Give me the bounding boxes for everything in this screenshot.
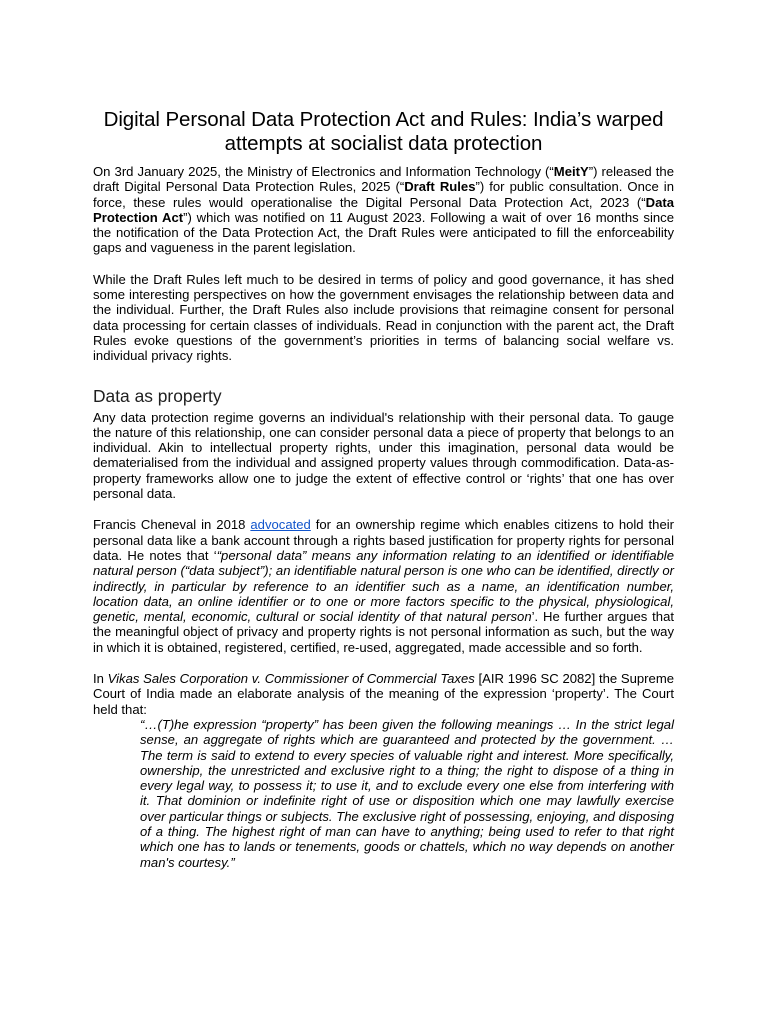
case-name: Vikas Sales Corporation v. Commissioner of Commercial Taxes	[107, 671, 475, 687]
court-quote-block	[140, 717, 674, 870]
para4-text-b: for an ownership regime which enables citizens to hold their personal data like a bank account through a rights based justification for property rights for personal data. He notes that ‘	[93, 517, 674, 563]
para1-text-c: ”) released the draft Digital Personal Data Protection Rules, 2025 (“	[93, 164, 674, 195]
quote-text: “…(T)he expression “property” has been given the following meanings … In the strict legal sense, an aggregate of rights which are guaranteed and protected by the government. … The term is said to extend to every species of valuable right and interest. More specifically, ownership, the unrestricted and exclusive right to a thing; the right to dispose of a thing in every legal way, to possess it; to use it, and to exclude every one else from interfering with it. That dominion or indefinite right of use or disposition which one may lawfully exercise over particular things or subjects. The exclusive right of possessing, enjoying, and disposing of a thing. The highest right of man can have to anything; being used to refer to that right which one has to lands or tenements, goods or chattels, which no way depends on another man's courtesy.	[140, 716, 674, 870]
para1-text-g: ”) which was notified on 11 August 2023. Following a wait of over 16 months since the notification of the Data Protection Act, the Draft Rules were anticipated to fill the enforceability gaps and vagueness in the parent legislation.	[93, 209, 675, 256]
data-protection-act-term: Data Protection Act	[93, 194, 674, 225]
vikas-sales-paragraph	[93, 671, 674, 717]
para1-text-e: ”) for public consultation. Once in force, these rules would operationalise the Digital Personal Data Protection Act, 2023 (“	[93, 179, 674, 210]
para4-text-d: ’. He further argues that the meaningful object of privacy and property rights is not personal information as such, but the way in which it is obtained, registered, certified, re-used, aggregated, made accessible and so forth.	[93, 609, 675, 655]
quote-close-mark: ”	[230, 854, 235, 870]
second-paragraph: While the Draft Rules left much to be desired in terms of policy and good governance, it has shed some interesting perspectives on how the government envisages the relationship between data and the individual. Further, the Draft Rules also include provisions that reimagine consent for personal data processing for certain classes of individuals. Read in conjunction with the parent act, the Draft Rules evoke questions of the government’s priorities in terms of balancing social welfare vs. individual privacy rights.	[93, 271, 674, 364]
intro-paragraph	[93, 164, 674, 256]
section-heading-data-as-property: Data as property	[93, 385, 222, 406]
para5-text-c: [AIR 1996 SC 2082] the Supreme Court of India made an elaborate analysis of the meaning of the expression ‘property’. The Court held that:	[93, 671, 675, 717]
document-title: Digital Personal Data Protection Act and Rules: India’s warped attempts at socialist data protection	[103, 108, 664, 155]
para5-text-a: In	[93, 671, 108, 687]
advocated-link[interactable]: advocated	[250, 517, 311, 533]
cheneval-paragraph	[93, 517, 674, 655]
para4-text-a: Francis Cheneval in 2018	[93, 517, 251, 533]
para1-text-a: On 3rd January 2025, the Ministry of Electronics and Information Technology (“	[93, 164, 554, 179]
personal-data-definition: “personal data” means any information relating to an identified or identifiable natural person (“data subject”); an identifiable natural person is one who can be identified, directly or indirectly, in particular by reference to an identifier such as a name, an identification number, location data, an online identifier or to one or more factors specific to the physical, physiological, genetic, mental, economic, cultural or social identity of that natural person	[93, 547, 674, 625]
draft-rules-term: Draft Rules	[404, 179, 476, 195]
property-paragraph: Any data protection regime governs an individual's relationship with their personal data. To gauge the nature of this relationship, one can consider personal data a piece of property that belongs to an individual. Akin to intellectual property rights, under this imagination, personal data would be dematerialised from the individual and assigned property values through commodification. Data-as-property frameworks allow one to judge the extent of effective control or ‘rights’ that one has over personal data.	[93, 409, 674, 502]
meity-term: MeitY	[553, 164, 589, 179]
